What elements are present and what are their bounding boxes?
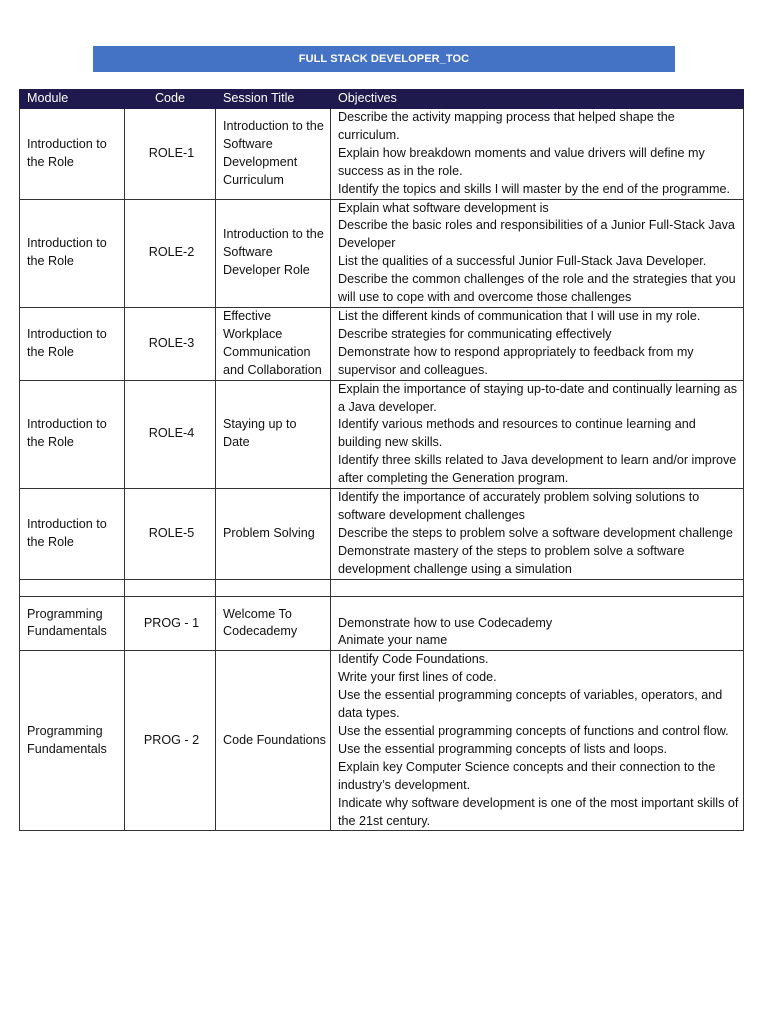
code-cell: PROG - 1 [125,596,216,651]
objective-item: Identify Code Foundations. [338,652,489,667]
module-cell: Introduction to the Role [20,489,125,580]
objectives-cell [331,307,744,380]
code-cell: ROLE-5 [125,489,216,580]
objective-item: Explain key Computer Science concepts and their connection to the industry’s development. [338,759,716,792]
objective-item: Animate your name [338,633,448,648]
session-title-cell: Introduction to the Software Development Curriculum [216,109,331,200]
objective-item: Describe the steps to problem solve a software development challenge [338,525,733,540]
objective-item: Use the essential programming concepts of variables, operators, and data types. [338,688,723,721]
module-cell: Introduction to the Role [20,109,125,200]
objective-item: Explain the importance of staying up-to-date and continually learning as a Java developer. [338,381,738,414]
objective-item: Describe the activity mapping process that helped shape the curriculum. [338,110,675,142]
document-title: FULL STACK DEVELOPER_TOC [93,46,675,72]
code-cell: ROLE-2 [125,199,216,307]
objective-item: Identify three skills related to Java development to learn and/or improve after completing the Generation program. [338,453,737,486]
objective-item: Demonstrate how to use Codecademy [338,615,553,630]
table-row [20,199,744,307]
objective-item: Explain how breakdown moments and value drivers will define my success as in the role. [338,145,705,178]
blank-row [20,579,744,596]
objectives-cell [331,199,744,307]
table-row [20,489,744,580]
header-session-title: Session Title [216,90,331,109]
code-cell: PROG - 2 [125,651,216,831]
header-objectives: Objectives [331,90,744,109]
objective-item: List the qualities of a successful Junior Full-Stack Java Developer. [338,254,707,269]
header-module: Module [20,90,125,109]
table-header-row [20,90,744,109]
table-row [20,651,744,831]
objective-item: Identify the importance of accurately problem solving solutions to software development challenges [338,490,700,522]
table-row [20,109,744,200]
empty-cell [20,579,125,596]
session-title-cell: Staying up to Date [216,380,331,488]
table-row [20,380,744,488]
objective-item: Describe the common challenges of the role and the strategies that you will use to cope with and overcome those challenges [338,272,736,305]
objectives-cell [331,596,744,651]
empty-cell [125,579,216,596]
code-cell: ROLE-4 [125,380,216,488]
toc-table [19,89,744,831]
empty-cell [331,579,744,596]
table-row [20,596,744,651]
module-cell: Introduction to the Role [20,380,125,488]
objective-item: Use the essential programming concepts of functions and control flow. [338,724,729,738]
module-cell: Programming Fundamentals [20,651,125,831]
session-title-cell: Effective Workplace Communication and Collaboration [216,307,331,380]
objective-item: Write your first lines of code. [338,670,497,685]
objective-item: Describe the basic roles and responsibilities of a Junior Full-Stack Java Developer [338,218,735,251]
session-title-cell: Welcome To Codecademy [216,596,331,651]
objective-item: List the different kinds of communication that I will use in my role. [338,308,701,323]
code-cell: ROLE-1 [125,109,216,200]
objective-item: Explain what software development is [338,200,549,215]
objective-item: Identify various methods and resources to continue learning and building new skills. [338,417,696,450]
objectives-cell [331,651,744,831]
header-code: Code [125,90,216,109]
objective-item: Demonstrate mastery of the steps to problem solve a software development challenge using a simulation [338,543,685,576]
empty-cell [216,579,331,596]
objectives-cell [331,489,744,580]
session-title-cell: Introduction to the Software Developer Role [216,199,331,307]
table-row [20,307,744,380]
objective-item: Describe strategies for communicating effectively [338,326,612,341]
objective-item: Use the essential programming concepts of lists and loops. [338,741,668,756]
objective-item: Demonstrate how to respond appropriately to feedback from my supervisor and colleagues. [338,344,694,377]
module-cell: Programming Fundamentals [20,596,125,651]
objectives-cell [331,109,744,200]
session-title-cell: Problem Solving [216,489,331,580]
module-cell: Introduction to the Role [20,199,125,307]
objective-item: Indicate why software development is one of the most important skills of the 21st century. [338,795,739,828]
module-cell: Introduction to the Role [20,307,125,380]
objectives-cell [331,380,744,488]
code-cell: ROLE-3 [125,307,216,380]
objective-item: Identify the topics and skills I will master by the end of the programme. [338,181,730,196]
session-title-cell: Code Foundations [216,651,331,831]
